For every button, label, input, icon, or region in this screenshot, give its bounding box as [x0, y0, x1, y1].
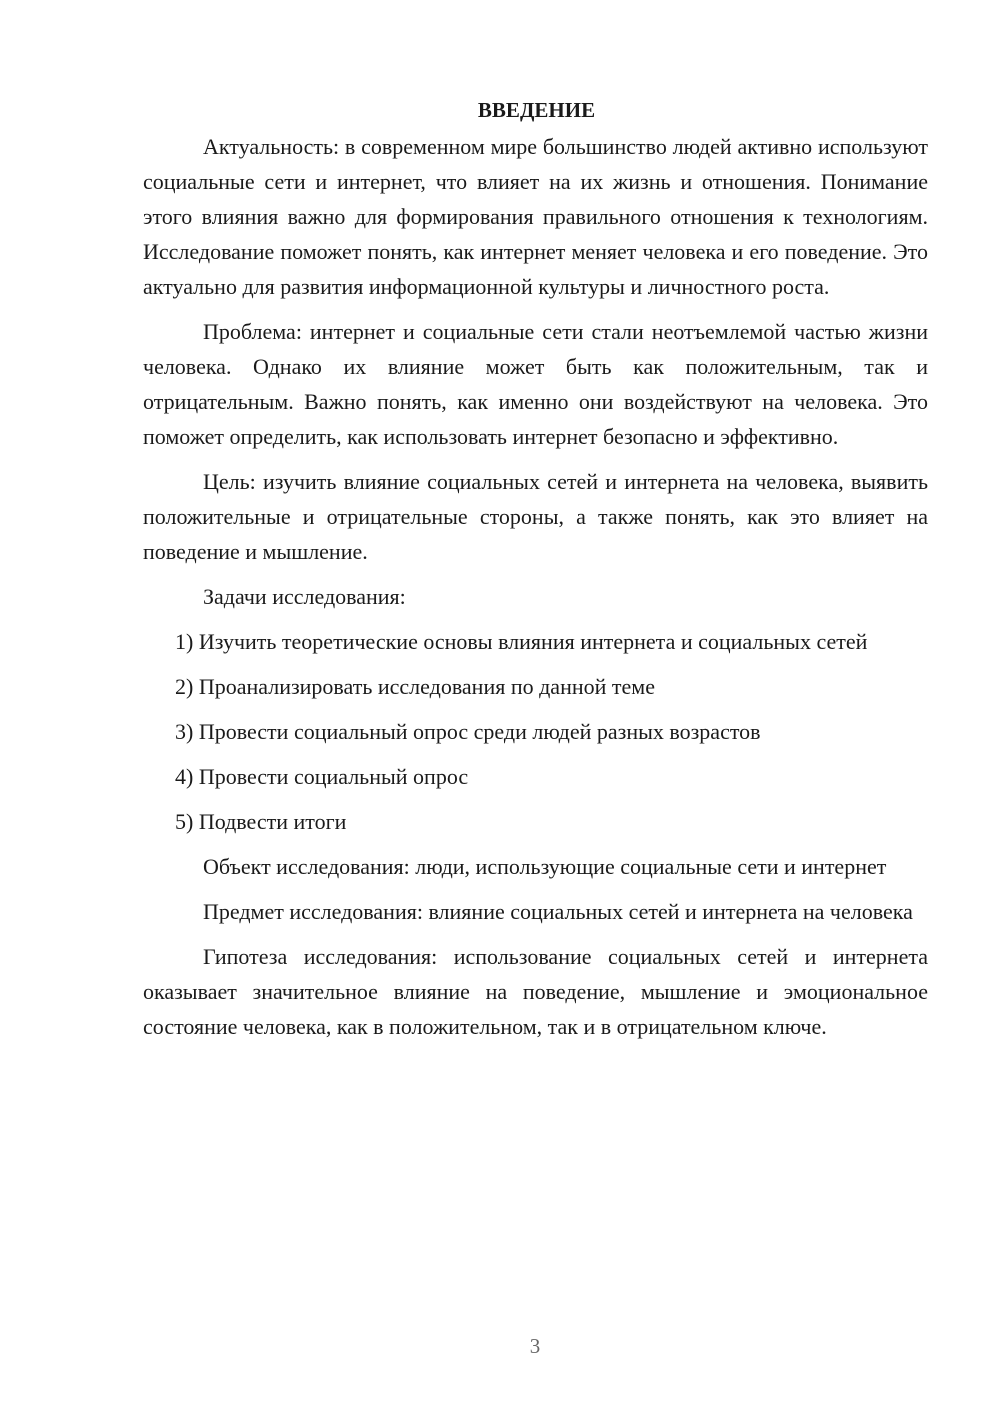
problem-paragraph: Проблема: интернет и социальные сети стали неотъемлемой частью жизни человека. Однако их влияние может быть как положительным, так и отрицательным. Важно понять, как именно они воздействуют на человека. Это поможет определить, как использовать интернет безопасно и эффективно. — [143, 319, 928, 449]
subject-paragraph: Предмет исследования: влияние социальных сетей и интернета на человека — [203, 899, 913, 924]
page-title: ВВЕДЕНИЕ — [477, 98, 596, 122]
page-content — [143, 92, 928, 1054]
task-item-3: 3) Провести социальный опрос среди людей разных возрастов — [175, 719, 761, 744]
object-paragraph: Объект исследования: люди, использующие социальные сети и интернет — [203, 854, 887, 879]
task-item-1: 1) Изучить теоретические основы влияния интернета и социальных сетей — [175, 629, 868, 654]
hypothesis-paragraph: Гипотеза исследования: использование социальных сетей и интернета оказывает значительное влияние на поведение, мышление и эмоциональное состояние человека, как в положительном, так и в отрицательном ключе. — [143, 944, 928, 1039]
relevance-paragraph: Актуальность: в современном мире большинство людей активно используют социальные сети и интернет, что влияет на их жизнь и отношения. Понимание этого влияния важно для формирования правильного отношения к технологиям. Исследование поможет понять, как интернет меняет человека и его поведение. Это актуально для развития информационной культуры и личностного роста. — [143, 134, 928, 299]
goal-paragraph: Цель: изучить влияние социальных сетей и интернета на человека, выявить положительные и отрицательные стороны, а также понять, как это влияет на поведение и мышление. — [143, 469, 928, 564]
task-item-5: 5) Подвести итоги — [175, 809, 347, 834]
task-item-2: 2) Проанализировать исследования по данной теме — [175, 674, 655, 699]
tasks-heading: Задачи исследования: — [203, 584, 406, 609]
task-item-4: 4) Провести социальный опрос — [175, 764, 469, 789]
page-number: 3 — [529, 1334, 541, 1358]
